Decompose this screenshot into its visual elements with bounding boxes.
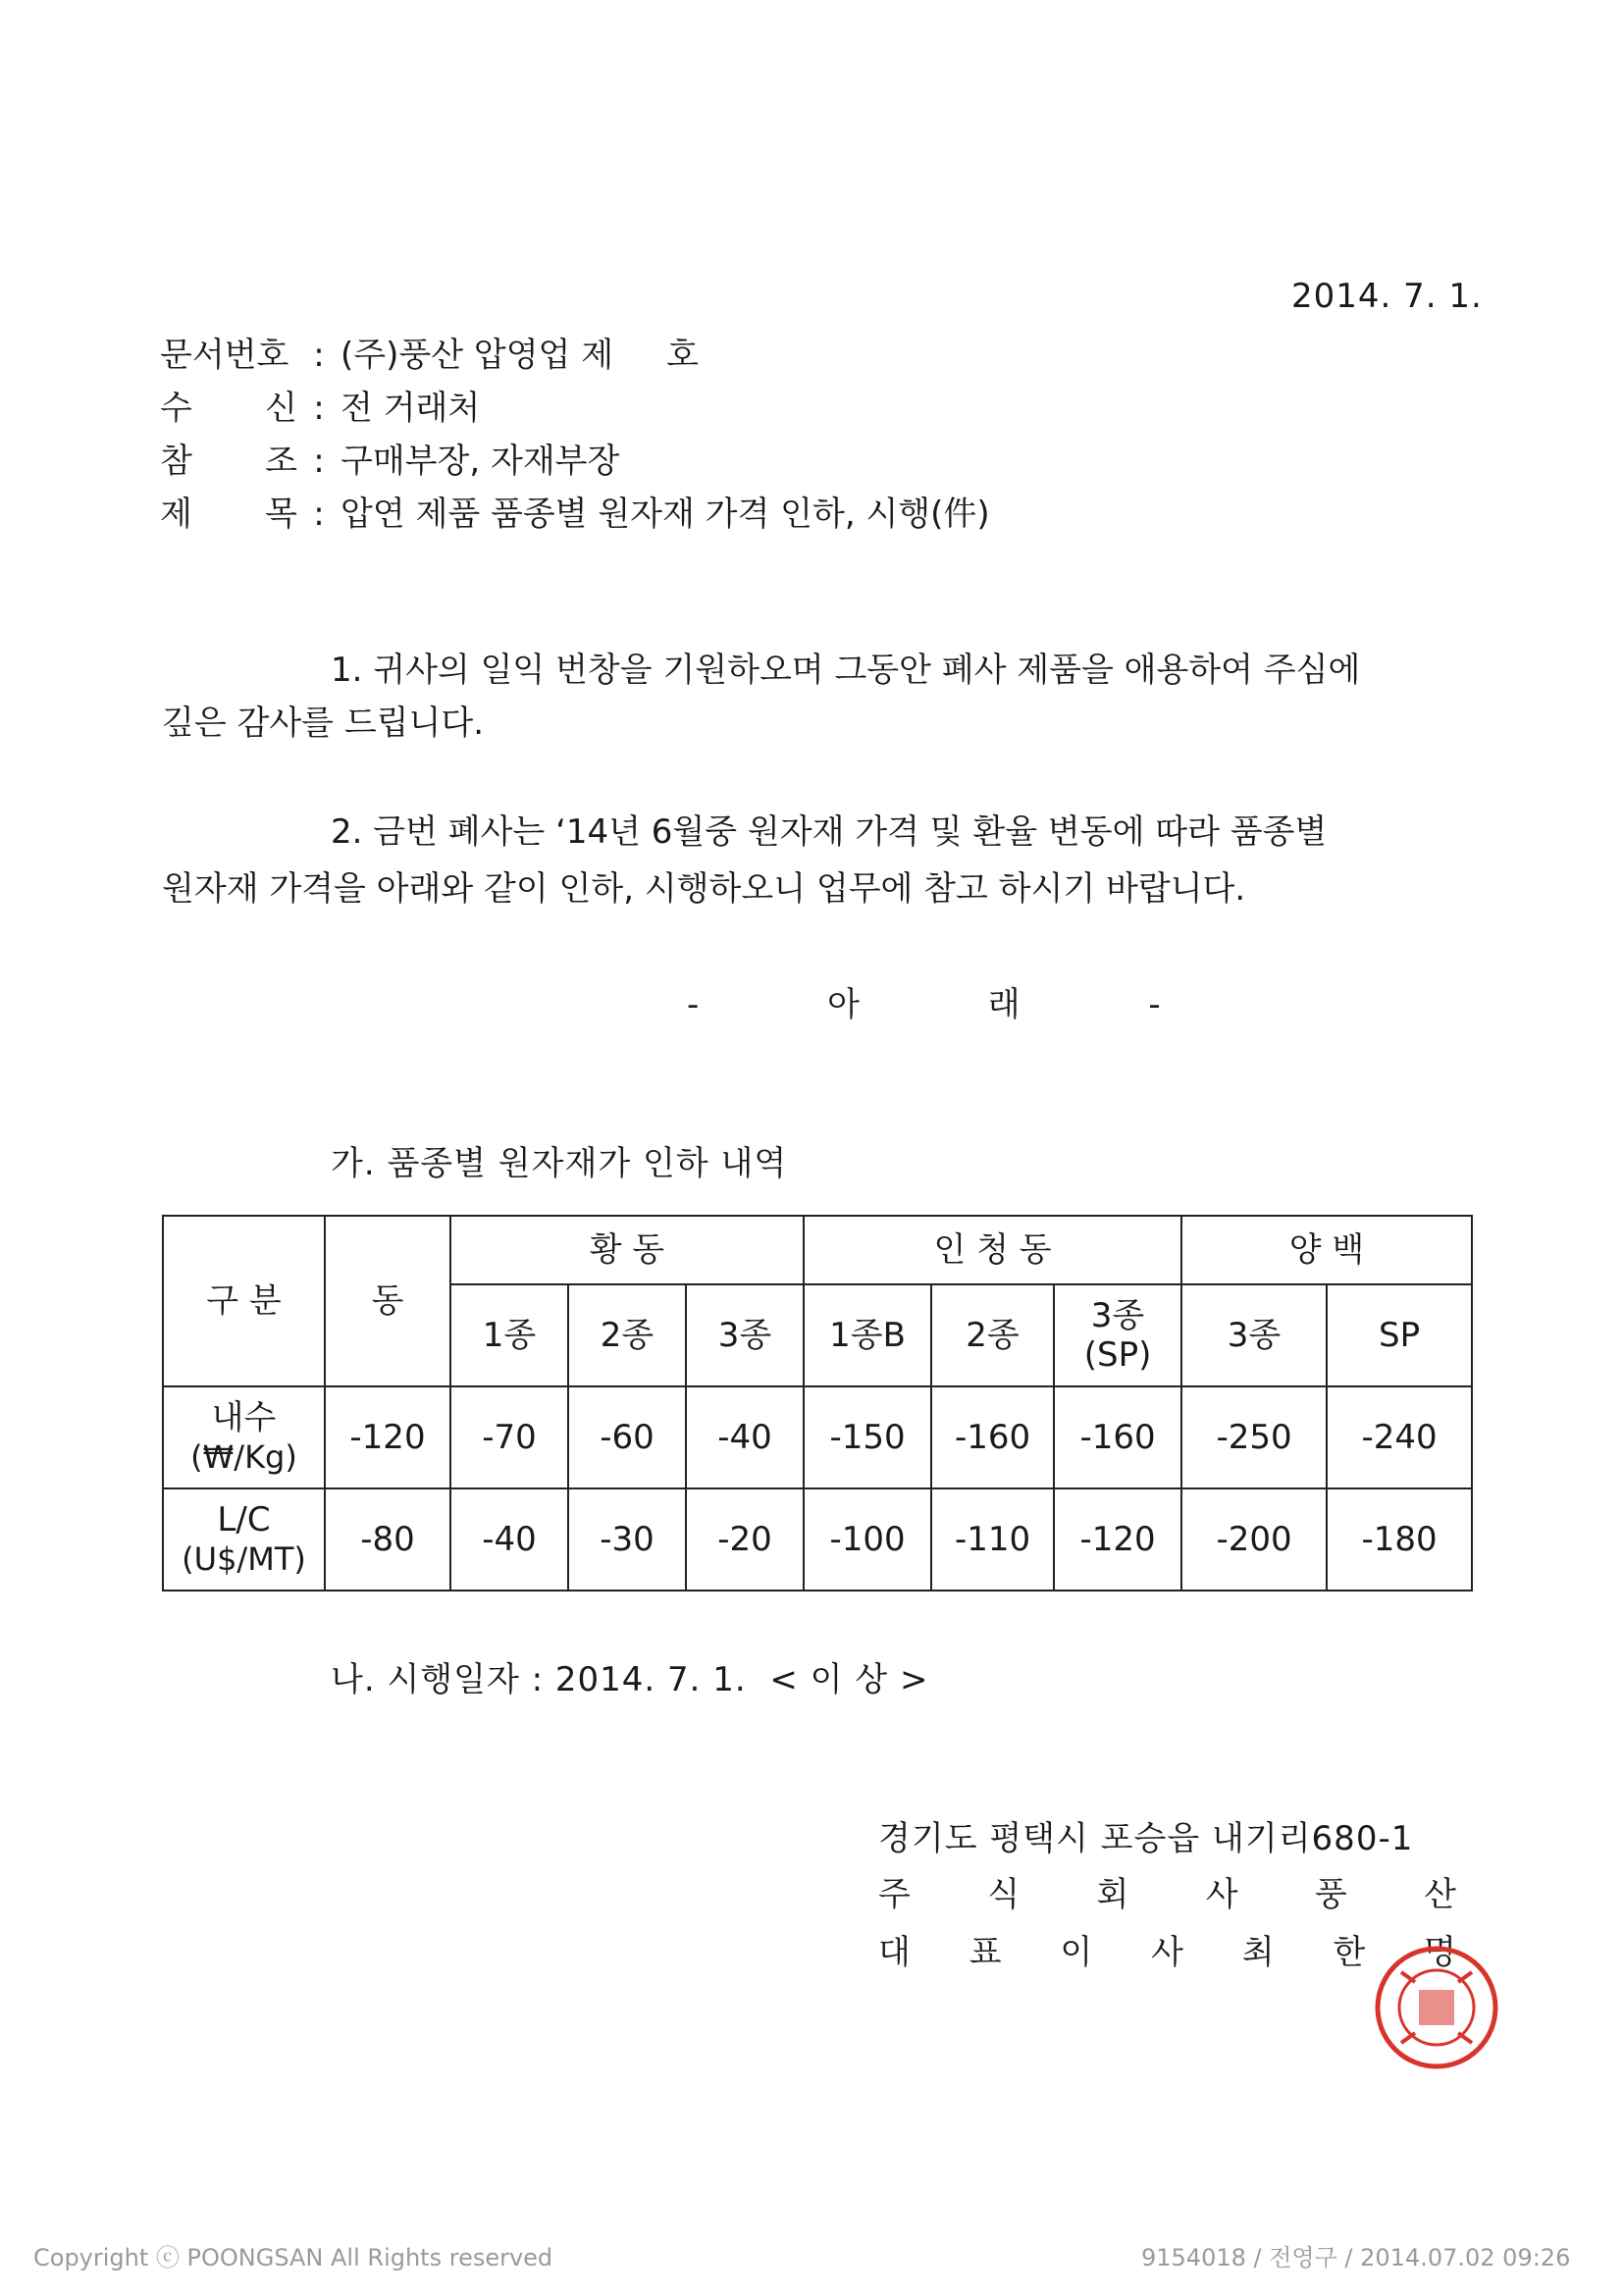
sub-header-line: (SP): [1083, 1335, 1152, 1375]
sub-header: 3종: [686, 1284, 804, 1386]
footer-copyright: Copyright ⓒ POONGSAN All Rights reserved: [33, 2244, 553, 2271]
company-name: [878, 1867, 1457, 1915]
section-a-title: 가. 품종별 원자재가 인하 내역: [331, 1144, 788, 1183]
table-cell: -100: [804, 1488, 931, 1591]
colon: :: [313, 336, 325, 375]
header-brass: 황 동: [450, 1216, 804, 1284]
colon: :: [313, 495, 325, 534]
seal-center: [1419, 1990, 1454, 2025]
sub-header: [1054, 1284, 1181, 1386]
reference-label: 참 조: [160, 442, 297, 481]
sub-header: SP: [1327, 1284, 1472, 1386]
ceo-name-text: 대 표 이 사 최 한 명: [878, 1933, 1457, 1972]
header-nickel-silver: 양 백: [1181, 1216, 1472, 1284]
table-cell: -180: [1327, 1488, 1472, 1591]
para2-line1: 2. 금번 폐사는 ‘14년 6월중 원자재 가격 및 환율 변동에 따라 품종별: [331, 812, 1328, 852]
table-cell: -40: [450, 1488, 568, 1591]
table-cell: -120: [1054, 1488, 1181, 1591]
para1-line1: 1. 귀사의 일익 번창을 기원하오며 그동안 폐사 제품을 애용하여 주심에: [331, 651, 1361, 690]
para1-line2: 깊은 감사를 드립니다.: [162, 704, 485, 743]
document-date: 2014. 7. 1.: [1291, 277, 1483, 316]
subject-value: 압연 제품 품종별 원자재 가격 인하, 시행(件): [340, 495, 990, 534]
sub-header: 1종: [450, 1284, 568, 1386]
sub-header-line: 3종: [1090, 1296, 1145, 1335]
doc-number-row: [160, 328, 699, 376]
table-cell: -120: [325, 1386, 450, 1488]
table-cell: -150: [804, 1386, 931, 1488]
table-cell: -200: [1181, 1488, 1327, 1591]
row-label-lc: [163, 1488, 325, 1591]
table-cell: -250: [1181, 1386, 1327, 1488]
section-b-effective-date: 나. 시행일자 : 2014. 7. 1. < 이 상 >: [331, 1660, 929, 1699]
header-copper: 동: [325, 1216, 450, 1386]
row-label-domestic: [163, 1386, 325, 1488]
table-cell: -60: [568, 1386, 686, 1488]
colon: :: [313, 389, 325, 428]
footer-print-info: 9154018 / 전영구 / 2014.07.02 09:26: [1141, 2244, 1571, 2271]
subject-label: 제 목: [160, 495, 297, 534]
sub-header: 2종: [931, 1284, 1054, 1386]
subject-row: [160, 487, 990, 535]
ceo-name: [878, 1925, 1457, 1973]
table-cell: -40: [686, 1386, 804, 1488]
company-seal-stamp: [1372, 1943, 1501, 2072]
table-cell: -240: [1327, 1386, 1472, 1488]
row-label-line: 내수: [211, 1398, 277, 1437]
table-cell: -80: [325, 1488, 450, 1591]
row-label-unit: (₩/Kg): [190, 1438, 297, 1476]
para2-line2: 원자재 가격을 아래와 같이 인하, 시행하오니 업무에 참고 하시기 바랍니다.: [162, 869, 1246, 909]
table-cell: -160: [931, 1386, 1054, 1488]
reference-value: 구매부장, 자재부장: [340, 442, 620, 481]
sub-header: 1종B: [804, 1284, 931, 1386]
colon: :: [313, 442, 325, 481]
price-reduction-table: [162, 1215, 1473, 1592]
row-label-line: L/C: [217, 1500, 271, 1539]
row-label-unit: (U$/MT): [182, 1540, 306, 1578]
table-cell: -70: [450, 1386, 568, 1488]
company-address: 경기도 평택시 포승읍 내기리680-1: [878, 1819, 1414, 1858]
doc-number-label: 문서번호: [160, 336, 289, 375]
company-name-text: 주 식 회 사 풍 산: [878, 1875, 1457, 1914]
header-phosphor-bronze: 인 청 동: [804, 1216, 1181, 1284]
below-heading: - 아 래 -: [687, 985, 1161, 1024]
header-category: 구 분: [163, 1216, 325, 1386]
table-cell: -110: [931, 1488, 1054, 1591]
table-cell: -160: [1054, 1386, 1181, 1488]
sub-header: 3종: [1181, 1284, 1327, 1386]
sub-header: 2종: [568, 1284, 686, 1386]
table-cell: -20: [686, 1488, 804, 1591]
reference-row: [160, 434, 619, 482]
recipient-label: 수 신: [160, 389, 297, 428]
table-cell: -30: [568, 1488, 686, 1591]
recipient-value: 전 거래처: [340, 389, 481, 428]
recipient-row: [160, 381, 480, 429]
doc-number-value: (주)풍산 압영업 제 호: [340, 336, 699, 375]
